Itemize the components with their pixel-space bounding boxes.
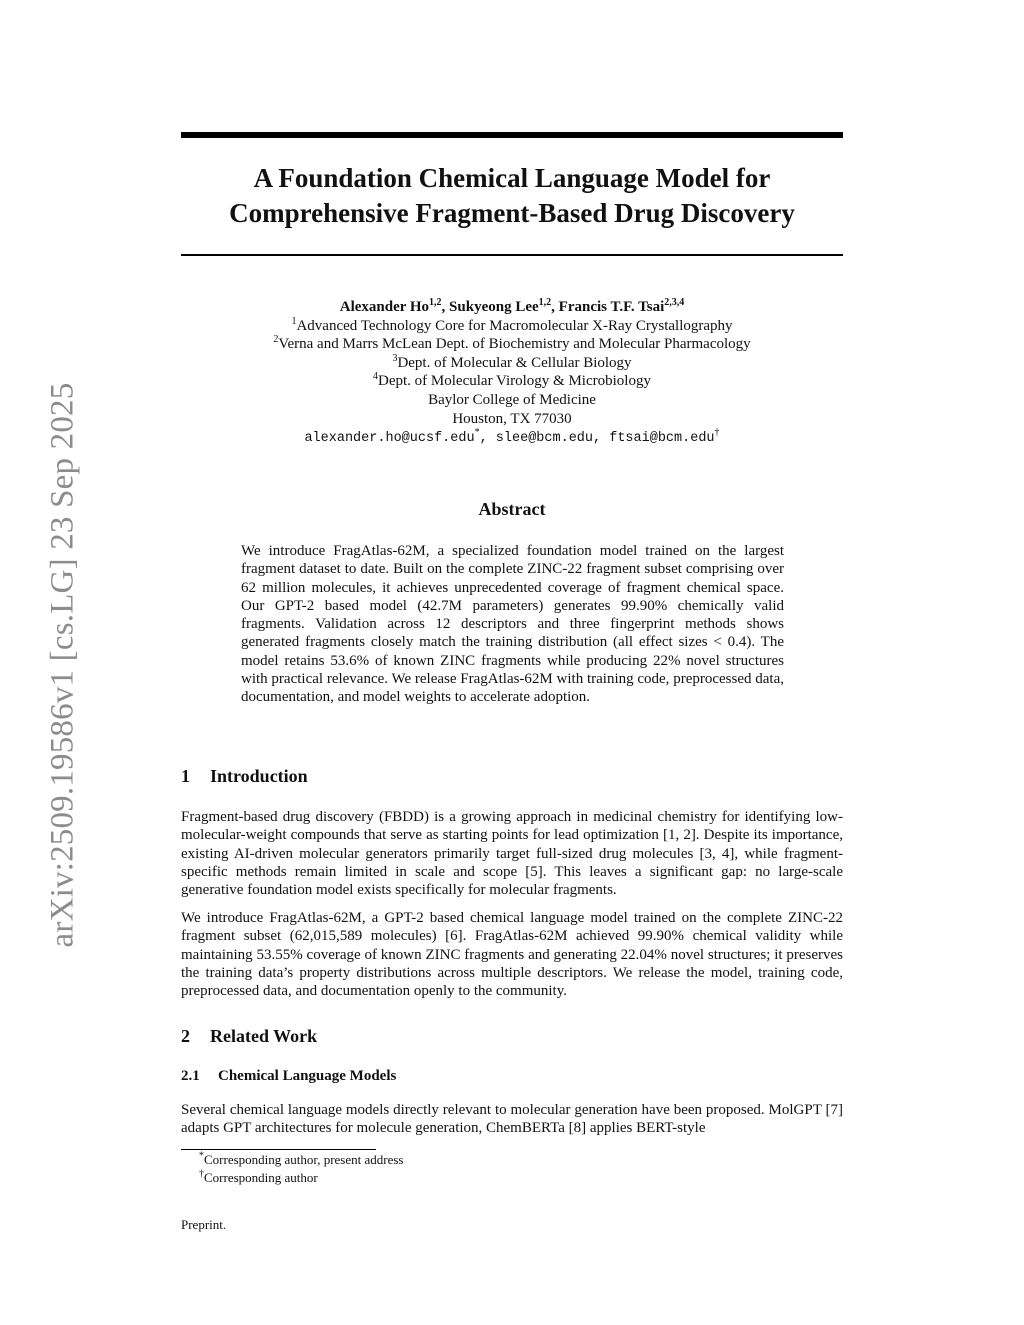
author-name: Sukyeong Lee (449, 299, 539, 315)
title-line-2: Comprehensive Fragment-Based Drug Discovery (229, 198, 795, 228)
footnote: *Corresponding author, present address (199, 1150, 404, 1167)
subsection-title: Chemical Language Models (218, 1068, 397, 1084)
author-affiliation-mark: 1,2 (538, 297, 552, 308)
section-heading-related-work (181, 1026, 317, 1047)
subsection-heading-chemical-language-models (181, 1068, 396, 1085)
section-title: Introduction (210, 766, 308, 786)
section-title: Related Work (210, 1026, 318, 1046)
paper-title (181, 161, 843, 231)
section-number: 1 (181, 766, 190, 786)
author-name: Francis T.F. Tsai (558, 299, 665, 315)
abstract-heading: Abstract (478, 499, 546, 519)
author-affiliation-mark: 1,2 (429, 297, 442, 308)
affiliation: $^4$Dept. of Molecular Virology & Microbiology (373, 371, 651, 390)
institution: Baylor College of Medicine (428, 391, 596, 408)
title-bottom-rule (181, 254, 843, 256)
section-heading-introduction (181, 766, 308, 787)
location: Houston, TX 77030 (452, 410, 572, 427)
abstract-text: We introduce FragAtlas-62M, a specialized foundation model trained on the largest fragment dataset to date. Built on the complete ZINC-22 fragment subset comprising over 62 million molecules, it achieves unprecedented coverage of fragment chemical space. Our GPT-2 based model (42.7M parameters) generates 99.90% chemically valid fragments. Validation across 12 descriptors and three fingerprint methods shows generated fragments closely match the training distribution (all effect sizes < 0.4). The model retains 53.6% of known ZINC fragments while producing 22% novel structures with practical relevance. We release FragAtlas-62M with training code, preprocessed data, documentation, and model weights to accelerate adoption. (241, 543, 784, 706)
intro-paragraph-1: Fragment-based drug discovery (FBDD) is a growing approach in medicinal chemistry for identifying low-molecular-weight compounds that serve as starting points for lead optimization [1, 2]. Despite its importance, existing AI-driven molecular generators primarily target full-sized drug molecules [3, 4], while fragment-specific methods remain limited in scale and scope [5]. This leaves a significant gap: no large-scale generative foundation model exists specifically for molecular fragments. (181, 809, 843, 899)
section-number: 2 (181, 1026, 190, 1046)
footnote-rule (181, 1149, 376, 1150)
author-affiliation-mark: 2,3,4 (664, 297, 685, 308)
footnote: †Corresponding author (199, 1168, 318, 1185)
affiliation: $^3$Dept. of Molecular & Cellular Biology (392, 352, 632, 371)
email-link[interactable]: slee@bcm.edu (495, 431, 594, 447)
affiliation: $^2$Verna and Marrs McLean Dept. of Biochemistry and Molecular Pharmacology (273, 334, 751, 353)
email-link[interactable]: alexander.ho@ucsf.edu (304, 431, 475, 447)
author-block (181, 298, 843, 449)
author-list: Alexander Ho$^{1,2}$, Sukyeong Lee$^{1,2}$, Francis T.F. Tsai$^{2,3,4}$ (339, 297, 685, 315)
email-line: alexander.ho@ucsf.edu*, slee@bcm.edu, ftsai@bcm.edu† (304, 427, 720, 447)
arxiv-identifier: arXiv:2509.19586v1 [cs.LG] 23 Sep 2025 (44, 382, 81, 948)
author-name: Alexander Ho (339, 299, 430, 315)
related-work-paragraph-1: Several chemical language models directly relevant to molecular generation have been proposed. MolGPT [7] adapts GPT architectures for molecule generation, ChemBERTa [8] applies BERT-style (181, 1102, 843, 1137)
preprint-footer: Preprint. (181, 1217, 227, 1232)
subsection-number: 2.1 (181, 1068, 200, 1084)
email-link[interactable]: ftsai@bcm.edu (609, 431, 715, 447)
title-line-1: A Foundation Chemical Language Model for (253, 163, 771, 193)
intro-paragraph-2: We introduce FragAtlas-62M, a GPT-2 based chemical language model trained on the complete ZINC-22 fragment subset (62,015,589 molecules) [6]. FragAtlas-62M achieved 99.90% chemical validity while maintaining 53.55% coverage of known ZINC fragments and generating 22.04% novel structures; it preserves the training data’s property distributions across multiple descriptors. We release the model, training code, preprocessed data, and documentation openly to the community. (181, 910, 843, 1000)
affiliation: $^1$Advanced Technology Core for Macromolecular X-Ray Crystallography (291, 315, 733, 334)
title-top-rule (181, 132, 843, 138)
footnotes (199, 1151, 404, 1187)
